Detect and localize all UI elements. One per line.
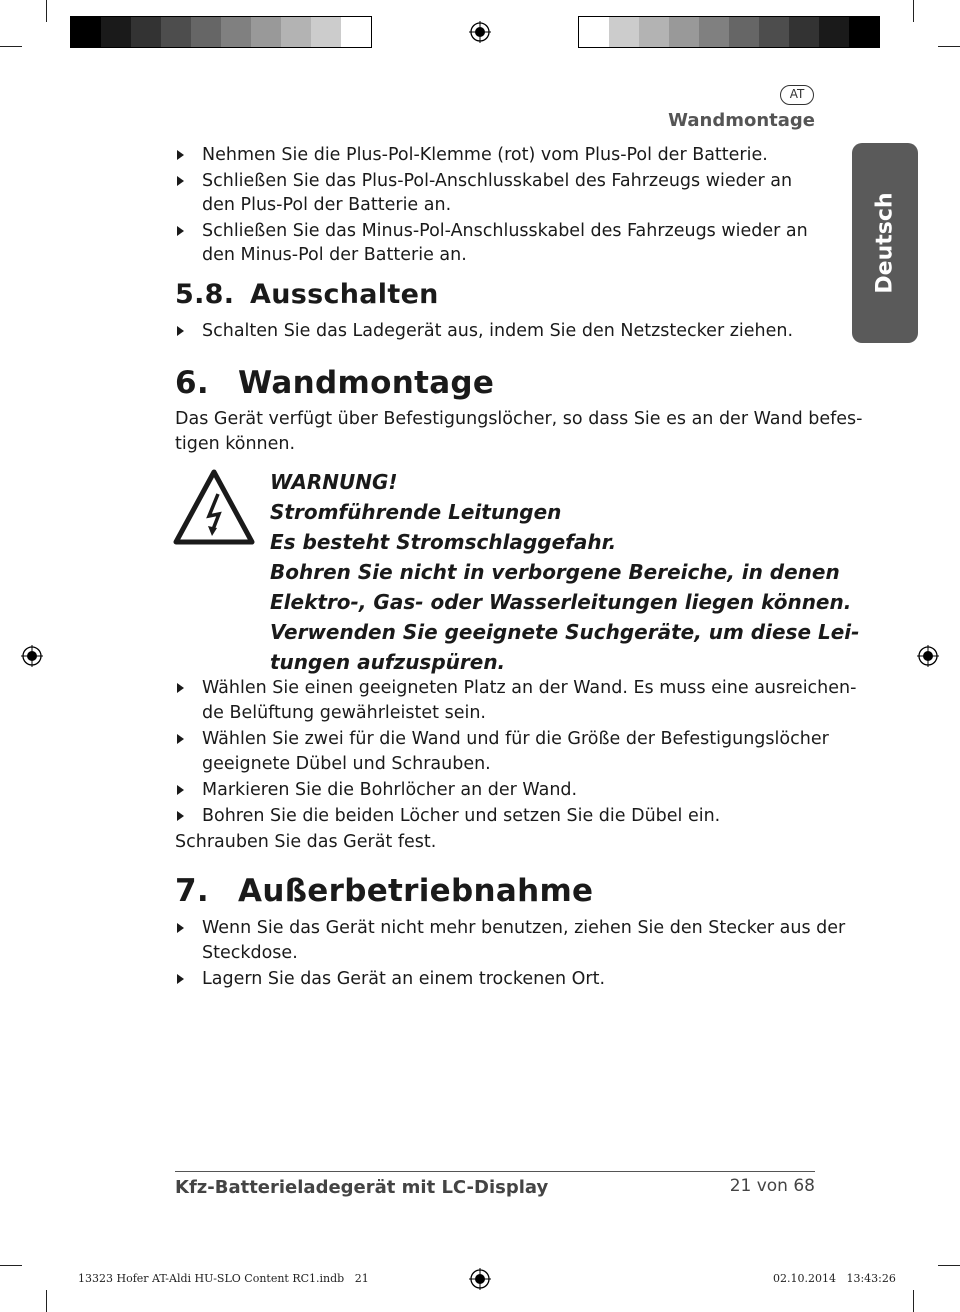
section-title: Außerbetriebnahme bbox=[238, 873, 594, 909]
list-item-line: Wenn Sie das Gerät nicht mehr benutzen, ziehen Sie den Stecker aus der bbox=[202, 918, 846, 938]
language-side-tab bbox=[852, 143, 918, 343]
list-item bbox=[175, 319, 820, 344]
section-heading-7 bbox=[175, 873, 593, 909]
crop-mark bbox=[913, 0, 914, 22]
running-header-title: Wandmontage bbox=[668, 110, 815, 131]
list-item bbox=[175, 169, 820, 218]
list-item-line: Markieren Sie die Bohrlöcher an der Wand. bbox=[202, 780, 578, 800]
warning-block bbox=[270, 467, 860, 677]
list-item-text: Schalten Sie das Ladegerät aus, indem Sie den Netzstecker ziehen. bbox=[202, 321, 794, 341]
crop-mark bbox=[0, 46, 22, 47]
language-side-tab-label: Deutsch bbox=[872, 192, 898, 294]
text-line: tigen können. bbox=[175, 433, 296, 454]
bullet-arrow-icon bbox=[177, 923, 184, 933]
country-badge-label: AT bbox=[789, 87, 805, 101]
bullet-arrow-icon bbox=[177, 785, 184, 795]
list-item bbox=[175, 778, 820, 803]
bullet-arrow-icon bbox=[177, 734, 184, 744]
high-voltage-warning-icon bbox=[172, 468, 256, 546]
crop-mark bbox=[938, 46, 960, 47]
gray-scale-bar-left bbox=[70, 16, 372, 48]
bullet-arrow-icon bbox=[177, 683, 184, 693]
text-line: Das Gerät verfügt über Befestigungslöcher, so dass Sie es an der Wand befes- bbox=[175, 409, 863, 429]
section-5-8-bullet-list bbox=[175, 319, 820, 344]
section-title: Ausschalten bbox=[250, 279, 439, 310]
registration-mark-icon bbox=[469, 1268, 491, 1290]
bullet-arrow-icon bbox=[177, 176, 184, 186]
footer-rule bbox=[175, 1171, 815, 1172]
bullet-arrow-icon bbox=[177, 226, 184, 236]
footer-product-name: Kfz-Batterieladegerät mit LC-Display bbox=[175, 1177, 549, 1198]
warning-line: tungen aufzuspüren. bbox=[270, 650, 506, 674]
list-item-text: Schließen Sie das Minus-Pol-Anschlusskabel des Fahrzeugs wieder an den Minus-Pol der Batterie an. bbox=[202, 220, 808, 265]
closing-text: Schrauben Sie das Gerät fest. bbox=[175, 832, 437, 852]
warning-line: Elektro-, Gas- oder Wasserleitungen liegen können. bbox=[270, 590, 852, 614]
registration-mark-icon bbox=[469, 21, 491, 43]
list-item-text: Schließen Sie das Plus-Pol-Anschlusskabel des Fahrzeugs wieder an den Plus-Pol der Batterie an. bbox=[202, 170, 793, 215]
list-item bbox=[175, 727, 829, 776]
bullet-arrow-icon bbox=[177, 326, 184, 336]
list-item-text: Nehmen Sie die Plus-Pol-Klemme (rot) vom Plus-Pol der Batterie. bbox=[202, 145, 768, 165]
bullet-arrow-icon bbox=[177, 150, 184, 160]
bullet-arrow-icon bbox=[177, 811, 184, 821]
warning-line: Stromführende Leitungen bbox=[270, 500, 562, 524]
section-number: 7. bbox=[175, 873, 209, 909]
section-heading-5-8 bbox=[175, 279, 439, 310]
crop-mark bbox=[0, 1265, 22, 1266]
list-item-line: Bohren Sie die beiden Löcher und setzen Sie die Dübel ein. bbox=[202, 805, 721, 826]
crop-mark bbox=[913, 1290, 914, 1312]
list-item bbox=[175, 676, 857, 725]
print-slug-datetime: 02.10.2014 13:43:26 bbox=[773, 1272, 896, 1285]
section-7-bullet-list bbox=[175, 916, 846, 992]
country-badge bbox=[780, 85, 814, 105]
gray-scale-bar-right bbox=[578, 16, 880, 48]
list-item-line: Steckdose. bbox=[202, 942, 298, 963]
section-heading-6 bbox=[175, 365, 494, 401]
bullet-arrow-icon bbox=[177, 974, 184, 984]
footer-page-number: 21 von 68 bbox=[729, 1176, 815, 1196]
list-item-line: Wählen Sie zwei für die Wand und für die Größe der Befestigungslöcher bbox=[202, 729, 829, 749]
section-title: Wandmontage bbox=[238, 365, 495, 401]
list-item bbox=[175, 804, 820, 829]
registration-mark-icon bbox=[917, 645, 939, 667]
list-item bbox=[175, 143, 820, 168]
section-6-bullet-list bbox=[175, 676, 857, 855]
warning-line: Es besteht Stromschlaggefahr. bbox=[270, 530, 617, 554]
list-item bbox=[175, 916, 846, 965]
warning-line: Verwenden Sie geeignete Suchgeräte, um diese Lei- bbox=[270, 620, 860, 644]
section-number: 5.8. bbox=[175, 279, 235, 310]
section-number: 6. bbox=[175, 365, 209, 401]
list-item bbox=[175, 219, 820, 268]
list-item-line: Lagern Sie das Gerät an einem trockenen Ort. bbox=[202, 969, 606, 989]
list-item bbox=[175, 967, 820, 992]
crop-mark bbox=[46, 1290, 47, 1312]
list-item-line: de Belüftung gewährleistet sein. bbox=[202, 702, 486, 723]
intro-bullet-list bbox=[175, 143, 820, 268]
warning-line: Bohren Sie nicht in verborgene Bereiche, in denen bbox=[270, 560, 840, 584]
warning-title: WARNUNG! bbox=[270, 470, 398, 494]
crop-mark bbox=[46, 0, 47, 22]
section-6-intro bbox=[175, 407, 863, 456]
print-slug-file: 13323 Hofer AT-Aldi HU-SLO Content RC1.indb 21 bbox=[78, 1272, 369, 1285]
registration-mark-icon bbox=[21, 645, 43, 667]
list-item-line: geeignete Dübel und Schrauben. bbox=[202, 753, 491, 774]
crop-mark bbox=[938, 1265, 960, 1266]
list-item-line: Wählen Sie einen geeigneten Platz an der Wand. Es muss eine ausreichen- bbox=[202, 678, 857, 698]
